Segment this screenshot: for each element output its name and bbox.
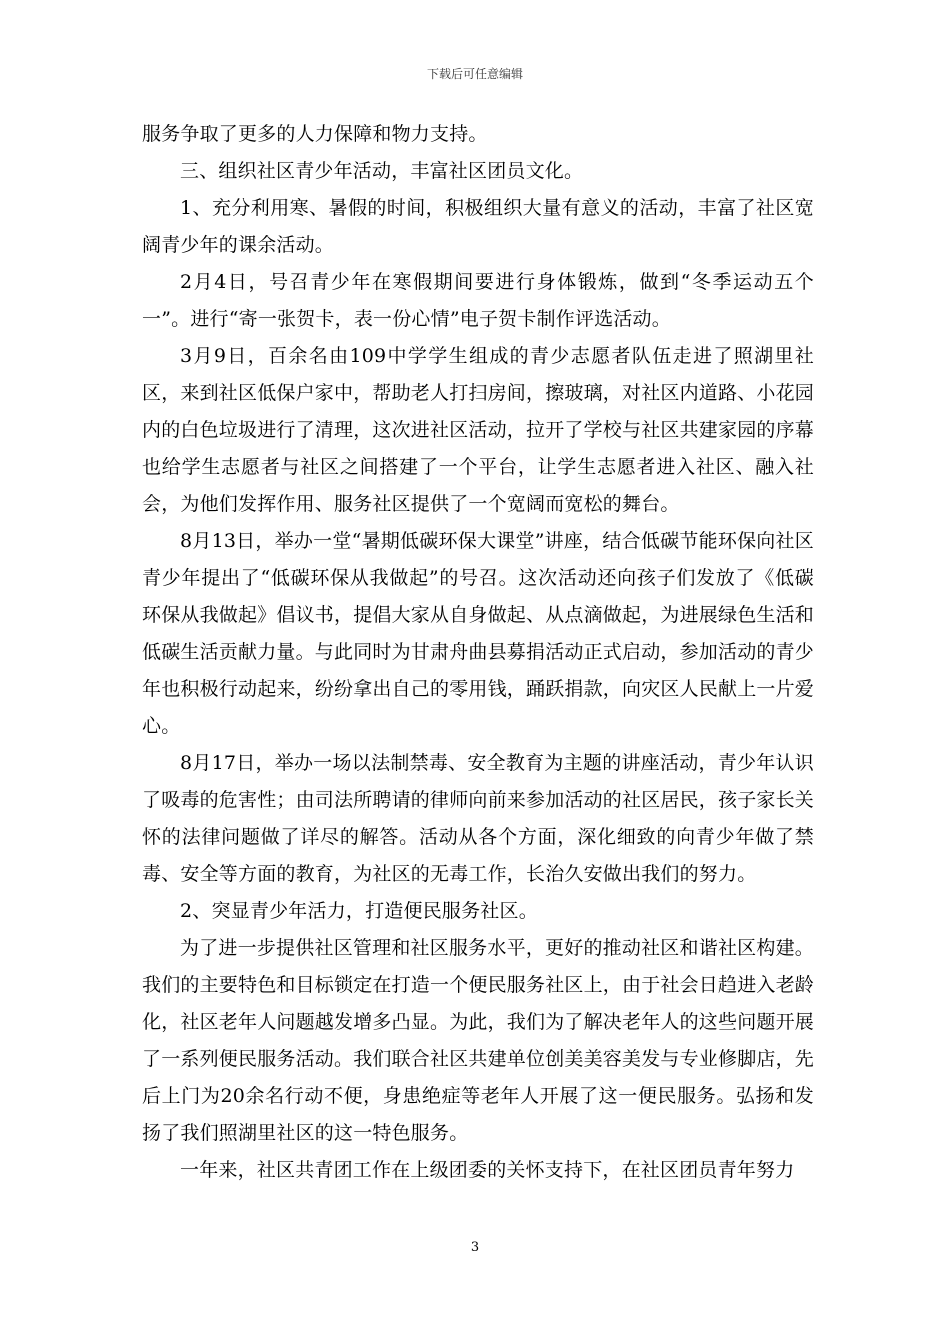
paragraph: 服务争取了更多的人力保障和物力支持。 xyxy=(142,123,488,145)
subsection-heading: 2、突显青少年活力，打造便民服务社区。 xyxy=(180,900,538,922)
paragraph: 为了进一步提供社区管理和社区服务水平，更好的推动社区和谐社区构建。我们的主要特色和目标锁定在打造一个便民服务社区上，由于社会日趋进入老龄化，社区老年人问题越发增多凸显。为此，我们为了解决老年人的这些问题开展了一系列便民服务活动。我们联合社区共建单位创美美容美发与专业修脚店，先后上门为20余名行动不便，身患绝症等老年人开展了这一便民服务。弘扬和发扬了我们照湖里社区的这一特色服务。 xyxy=(142,937,815,1144)
paragraph: 一年来，社区共青团工作在上级团委的关怀支持下，在社区团员青年努力 xyxy=(180,1159,795,1181)
page-number: 3 xyxy=(470,1240,480,1255)
paragraph: 8月13日，举办一堂“暑期低碳环保大课堂”讲座，结合低碳节能环保向社区青少年提出了“低碳环保从我做起”的号召。这次活动还向孩子们发放了《低碳环保从我做起》倡议书，提倡大家从自身做起、从点滴做起，为进展绿色生活和低碳生活贡献力量。与此同时为甘肃舟曲县募捐活动正式启动，参加活动的青少年也积极行动起来，纷纷拿出自己的零用钱，踊跃捐款，向灾区人民献上一片爱心。 xyxy=(142,530,815,737)
paragraph: 1、充分利用寒、暑假的时间，积极组织大量有意义的活动，丰富了社区宽阔青少年的课余活动。 xyxy=(142,197,814,256)
paragraph: 2月4日，号召青少年在寒假期间要进行身体锻炼，做到“冬季运动五个一”。进行“寄一张贺卡，表一份心情”电子贺卡制作评选活动。 xyxy=(142,271,814,330)
paragraph: 8月17日，举办一场以法制禁毒、安全教育为主题的讲座活动，青少年认识了吸毒的危害性；由司法所聘请的律师向前来参加活动的社区居民，孩子家长关怀的法律问题做了详尽的解答。活动从各个方面，深化细致的向青少年做了禁毒、安全等方面的教育，为社区的无毒工作，长治久安做出我们的努力。 xyxy=(142,752,815,885)
document-body xyxy=(142,116,814,1189)
paragraph: 3月9日，百余名由109中学学生组成的青少志愿者队伍走进了照湖里社区，来到社区低保户家中，帮助老人打扫房间，擦玻璃，对社区内道路、小花园内的白色垃圾进行了清理，这次进社区活动，拉开了学校与社区共建家园的序幕也给学生志愿者与社区之间搭建了一个平台，让学生志愿者进入社区、融入社会，为他们发挥作用、服务社区提供了一个宽阔而宽松的舞台。 xyxy=(142,345,815,515)
page-header: 下载后可任意编辑 xyxy=(426,67,523,81)
section-heading: 三、组织社区青少年活动，丰富社区团员文化。 xyxy=(180,160,584,182)
